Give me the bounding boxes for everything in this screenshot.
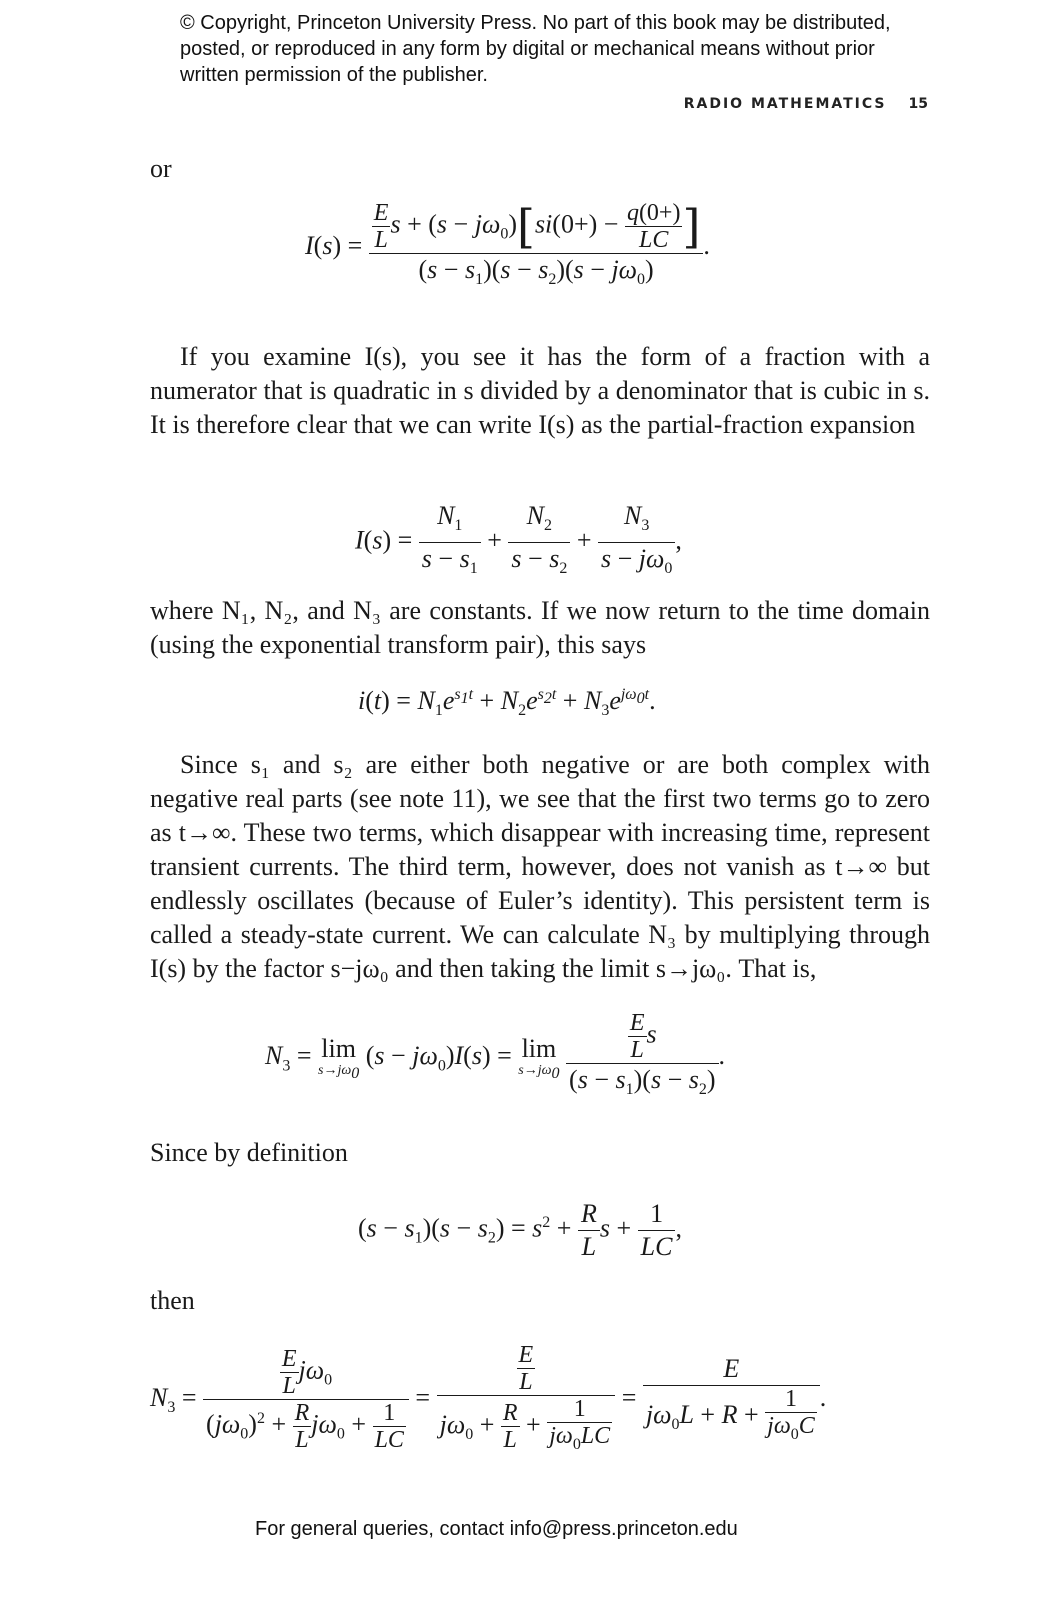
running-head: [684, 96, 928, 112]
equation-n3-limit: $N_3 = \lim$ $s\to j\omega_0$ $(s - j\omega_0)I(s) = \lim$ $s\to j\omega_0$ $\frac{E}{L}$ s $(s - s_1)(s - s_2)$ .: [265, 1010, 726, 1099]
running-title: RADIO MATHEMATICS: [683, 96, 887, 112]
equation-definition: $(s - s_1)(s - s_2) = s^2$ + $\frac{R}{L}$ s + $\frac{1}{LC}$ ,: [358, 1199, 682, 1261]
page-number: 15: [908, 96, 928, 112]
text-or: or: [150, 154, 172, 183]
equation-partial-fraction: I(s) = $\frac{N_1}{s - s_1}$ + $\frac{N_2}{s - s_2}$ + $\frac{N_3}{s - j\omega_0}$ ,: [355, 501, 682, 578]
paragraph-partial-fraction: If you examine I(s), you see it has the form of a fraction with a numerator that is quadratic in s divided by a denominator that is cubic in s. It is therefore clear that we can write I(s) as the partial-fraction expansion: [150, 342, 930, 439]
paragraph-transient: Since s₁ and s₂ are either both negative or are both complex with negative real parts (see note 11), we see that the first two terms go to zero as t→∞. These two terms, which disappear with increasing time, represent transient currents. The third term, however, does not vanish as t→∞ but endlessly oscillates (because of Euler’s identity). This persistent term is called a steady-state current. We can calculate N₃ by multiplying through I(s) by the factor s−jω₀ and then taking the limit s→jω₀. That is,: [150, 750, 930, 983]
equation-is-laplace: I(s) = $\frac{E}{L}$ $s + (s - j\omega_0)[si(0+)$ − $\frac{q(0+)}{LC}$ ] $(s - s_1)(s - s_2)(s - j\omega_0)$ .: [305, 199, 710, 289]
equation-n3-final: $N_3$ = $\frac{E}{L}$ $j\omega_0$ $(j\omega_0)^2$ + $\frac{R}{L}$ $j\omega_0$ + $\frac{1}{LC}$ = $\frac{E}{L}$ $j\omega_0$ + $\frac{R}{L}$ + $\frac{1}{j\omega_0LC}$ = E $j\omega_0L + R$ + $\frac{1}{j\omega_0C}$ .: [150, 1342, 827, 1454]
paragraph-constants: where N₁, N₂, and N₃ are constants. If we now return to the time domain (using the exponential transform pair), this says: [150, 596, 930, 659]
text-then: then: [150, 1286, 195, 1315]
text-since-definition: Since by definition: [150, 1138, 348, 1167]
equation-time-domain: $i(t) = N_1e^{s_1t} + N_2e^{s_2t} + N_3e^{j\omega_0t}$.: [358, 686, 656, 720]
copyright-notice: © Copyright, Princeton University Press. No part of this book may be distributed, posted, or reproduced in any form by digital or mechanical means without prior written permission of the publisher.: [180, 12, 891, 86]
footer-contact: For general queries, contact info@press.princeton.edu: [255, 1518, 738, 1540]
